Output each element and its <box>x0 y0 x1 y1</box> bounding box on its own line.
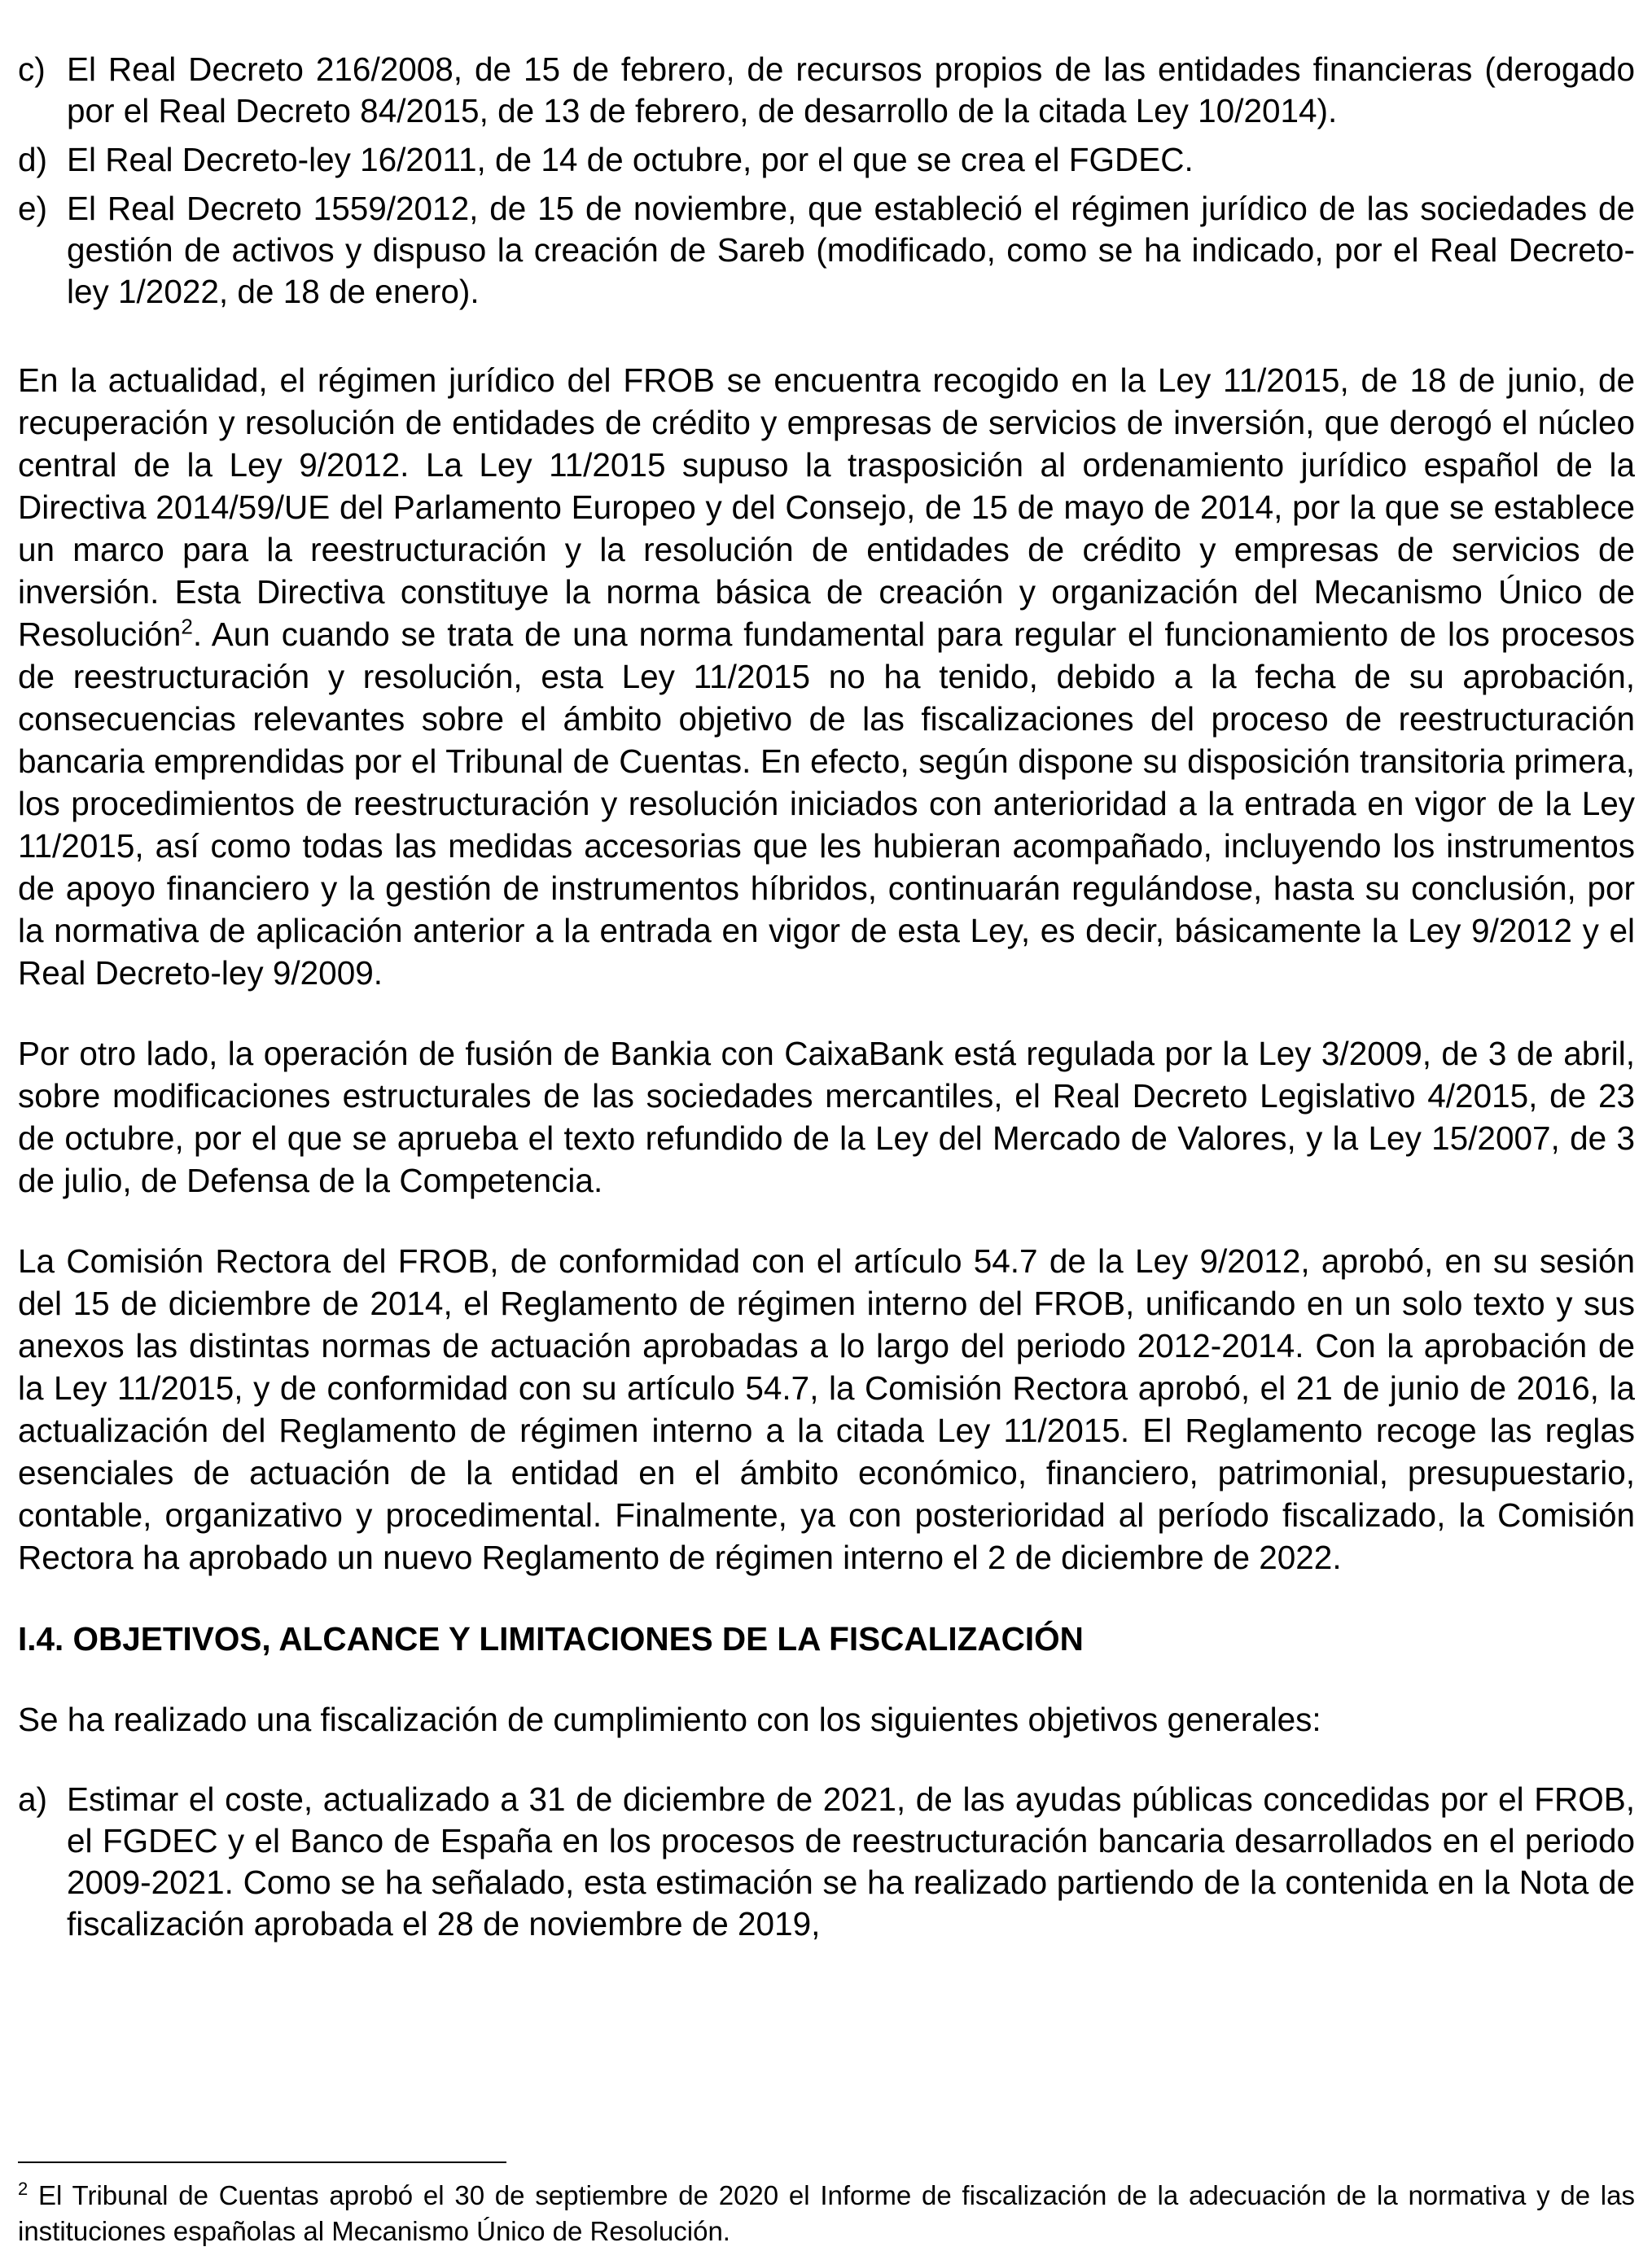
list-item <box>18 139 1635 181</box>
list-marker: a) <box>18 1780 48 1818</box>
footnote-separator <box>18 2161 506 2163</box>
list-item <box>18 188 1635 313</box>
list-item-text: Estimar el coste, actualizado a 31 de diciembre de 2021, de las ayudas públicas concedidas por el FROB, el FGDEC y el Banco de España en los procesos de reestructuración bancaria desarrollados en el periodo 2009-2021. Como se ha señalado, esta estimación se ha realizado partiendo de la contenida en la Nota de fiscalización aprobada el 28 de noviembre de 2019, <box>67 1780 1635 1942</box>
list-item-text: El Real Decreto-ley 16/2011, de 14 de octubre, por el que se crea el FGDEC. <box>67 141 1194 178</box>
list-item-text: El Real Decreto 1559/2012, de 15 de noviembre, que estableció el régimen jurídico de las sociedades de gestión de activos y dispuso la creación de Sareb (modificado, como se ha indicado, por el Real Decreto-ley 1/2022, de 18 de enero). <box>67 190 1635 310</box>
legislation-list-top <box>18 49 1635 313</box>
list-marker: d) <box>18 141 48 178</box>
footnote-text: El Tribunal de Cuentas aprobó el 30 de septiembre de 2020 el Informe de fiscalización de la adecuación de la normativa y de las instituciones españolas al Mecanismo Único de Resolución. <box>18 2180 1635 2246</box>
document-page <box>18 49 1635 1952</box>
paragraph-bankia-merger: Por otro lado, la operación de fusión de Bankia con CaixaBank está regulada por la Ley 3/2009, de 3 de abril, sobre modificaciones estructurales de las sociedades mercantiles, el Real Decreto Legislativo 4/2015, de 23 de octubre, por el que se aprueba el texto refundido de la Ley del Mercado de Valores, y la Ley 15/2007, de 3 de julio, de Defensa de la Competencia. <box>18 1035 1635 1199</box>
paragraph-text: . Aun cuando se trata de una norma fundamental para regular el funcionamiento de los procesos de reestructuración y resolución, esta Ley 11/2015 no ha tenido, debido a la fecha de su aprobación, consecuencias relevantes sobre el ámbito objetivo de las fiscalizaciones del proceso de reestructuración bancaria emprendidas por el Tribunal de Cuentas. En efecto, según dispone su disposición transitoria primera, los procedimientos de reestructuración y resolución iniciados con anterioridad a la entrada en vigor de la Ley 11/2015, así como todas las medidas accesorias que les hubieran acompañado, incluyendo los instrumentos de apoyo financiero y la gestión de instrumentos híbridos, continuarán regulándose, hasta su conclusión, por la normativa de aplicación anterior a la entrada en vigor de esta Ley, es decir, básicamente la Ley 9/2012 y el Real Decreto-ley 9/2009. <box>18 615 1635 992</box>
list-marker: c) <box>18 50 46 88</box>
list-item <box>18 49 1635 132</box>
paragraph-text: En la actualidad, el régimen jurídico del FROB se encuentra recogido en la Ley 11/2015, de 18 de junio, de recuperación y resolución de entidades de crédito y empresas de servicios de inversión, que derogó el núcleo central de la Ley 9/2012. La Ley 11/2015 supuso la trasposición al ordenamiento jurídico español de la Directiva 2014/59/UE del Parlamento Europeo y del Consejo, de 15 de mayo de 2014, por la que se establece un marco para la reestructuración y la resolución de entidades de crédito y empresas de servicios de inversión. Esta Directiva constituye la norma básica de creación y organización del Mecanismo Único de Resolución <box>18 361 1635 653</box>
paragraph-objectives-intro: Se ha realizado una fiscalización de cumplimiento con los siguientes objetivos generales: <box>18 1701 1321 1738</box>
objectives-list <box>18 1779 1635 1945</box>
list-item-text: El Real Decreto 216/2008, de 15 de febrero, de recursos propios de las entidades financieras (derogado por el Real Decreto 84/2015, de 13 de febrero, de desarrollo de la citada Ley 10/2014). <box>67 50 1635 129</box>
paragraph-frob-legal-regime <box>18 359 1635 994</box>
section-heading: I.4. OBJETIVOS, ALCANCE Y LIMITACIONES DE LA FISCALIZACIÓN <box>18 1620 1084 1658</box>
footnote <box>18 2178 1635 2249</box>
footnote-reference: 2 <box>181 614 193 639</box>
list-item <box>18 1779 1635 1945</box>
paragraph-internal-regulation: La Comisión Rectora del FROB, de conformidad con el artículo 54.7 de la Ley 9/2012, aprobó, en su sesión del 15 de diciembre de 2014, el Reglamento de régimen interno del FROB, unificando en un solo texto y sus anexos las distintas normas de actuación aprobadas a lo largo del periodo 2012-2014. Con la aprobación de la Ley 11/2015, y de conformidad con su artículo 54.7, la Comisión Rectora aprobó, el 21 de junio de 2016, la actualización del Reglamento de régimen interno a la citada Ley 11/2015. El Reglamento recoge las reglas esenciales de actuación de la entidad en el ámbito económico, financiero, patrimonial, presupuestario, contable, organizativo y procedimental. Finalmente, ya con posterioridad al período fiscalizado, la Comisión Rectora ha aprobado un nuevo Reglamento de régimen interno el 2 de diciembre de 2022. <box>18 1242 1635 1576</box>
footnote-number: 2 <box>18 2179 28 2199</box>
list-marker: e) <box>18 190 48 227</box>
